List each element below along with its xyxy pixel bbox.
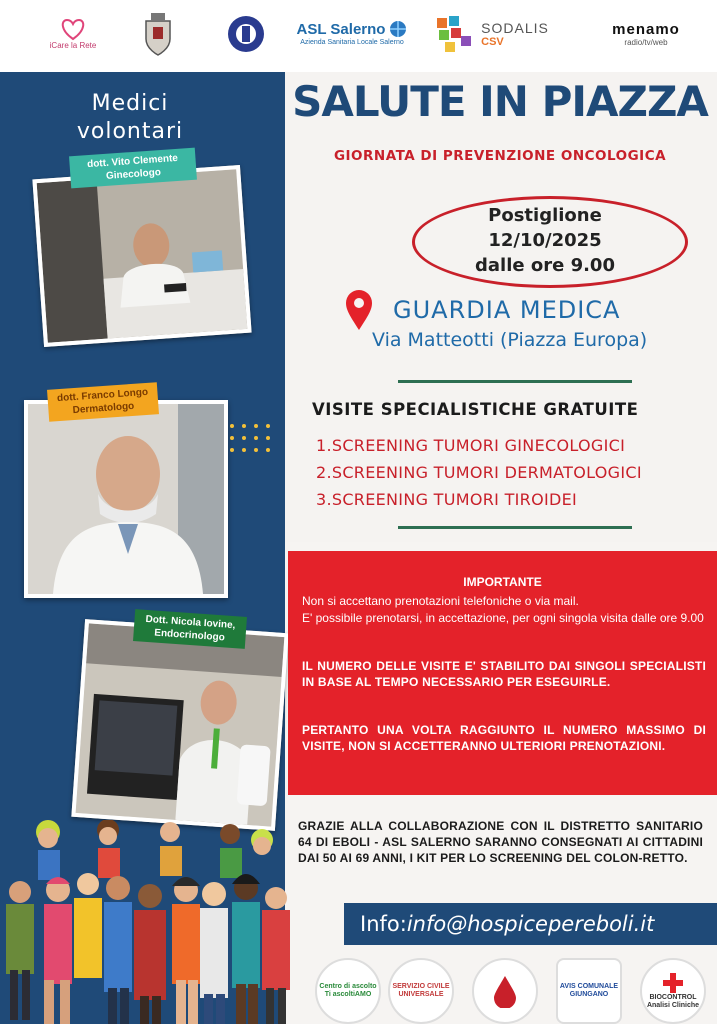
- hands-mosaic-icon: [435, 14, 475, 54]
- crowd-illustration: [0, 820, 300, 1024]
- doctor-photo-image: [76, 623, 285, 826]
- visit-item: 2.SCREENING TUMORI DERMATOLOGICI: [316, 463, 642, 482]
- visit-item: 1.SCREENING TUMORI GINECOLOGICI: [316, 436, 626, 455]
- doctor-photo-2: [24, 400, 228, 598]
- location-pin-icon: [344, 288, 374, 332]
- page-subtitle: GIORNATA DI PREVENZIONE ONCOLOGICA: [333, 148, 667, 164]
- venue-name: GUARDIA MEDICA: [393, 296, 621, 324]
- red-cross-icon: [662, 972, 684, 994]
- important-notice: [288, 551, 717, 795]
- blood-drop-icon: [490, 974, 520, 1008]
- globe-icon: [389, 20, 407, 38]
- doctor-tag-3: Dott. Nicola Iovine, Endocrinologo: [133, 609, 247, 649]
- avis-donatori-logo: [472, 958, 538, 1024]
- servizio-civile-logo: SERVIZIO CIVILE UNIVERSALE: [388, 958, 454, 1024]
- notice-text: E' possibile prenotarsi, in accettazione, per ogni singola visita dalle ore 9.00: [302, 611, 704, 625]
- doctor-photo-3: [71, 619, 288, 831]
- doctor-photo-image: [28, 404, 224, 594]
- heart-icon: [58, 17, 88, 41]
- divider: [398, 380, 632, 383]
- doctor-tag-1: dott. Vito Clemente Ginecologo: [69, 148, 197, 189]
- page-title: SALUTE IN PIAZZA: [292, 77, 708, 126]
- centro-ascolto-logo: Centro di ascolto Ti ascoltiAMO: [315, 958, 381, 1024]
- crest-icon: [141, 11, 175, 57]
- comune-crest-logo: [138, 8, 178, 60]
- email-link[interactable]: info@hospicepereboli.it: [406, 912, 655, 936]
- notice-text: PERTANTO UNA VOLTA RAGGIUNTO IL NUMERO MASSIMO DI VISITE, NON SI ACCETTERANNO ULTERIORI PRENOTAZIONI.: [302, 723, 706, 753]
- venue-address: Via Matteotti (Piazza Europa): [372, 329, 648, 351]
- decorative-dots: [226, 420, 274, 468]
- visit-item: 3.SCREENING TUMORI TIROIDEI: [316, 490, 578, 509]
- avis-giungano-logo: AVIS COMUNALE GIUNGANO: [556, 958, 622, 1024]
- menamo-logo: menamo radio/tv/web: [612, 20, 680, 47]
- visits-heading: VISITE SPECIALISTICHE GRATUITE: [312, 400, 639, 419]
- asl-salerno-logo: ASL Salerno Azienda Sanitaria Locale Salerno: [296, 8, 408, 60]
- event-date: Postiglione 12/10/2025 dalle ore 9.00: [475, 205, 615, 276]
- thanks-paragraph: GRAZIE ALLA COLLABORAZIONE CON IL DISTRETTO SANITARIO 64 DI EBOLI - ASL SALERNO SARANNO CONSEGNATI AI CITTADINI DAI 50 AI 69 ANNI, I KIT PER LO SCREENING DEL COLON-RETTO.: [298, 819, 703, 865]
- notice-text: Non si accettano prenotazioni telefoniche o via mail.: [302, 594, 579, 608]
- notice-text: IL NUMERO DELLE VISITE E' STABILITO DAI SINGOLI SPECIALISTI IN BASE AL TEMPO NECESSARIO PER ESEGUIRLE.: [302, 659, 706, 689]
- doctor-photo-1: [32, 165, 251, 347]
- circle-emblem-icon: [226, 14, 266, 54]
- biocontrol-logo: BIOCONTROL Analisi Cliniche: [640, 958, 706, 1024]
- association-logo: [224, 8, 268, 60]
- contact-info: Info:info@hospicepereboli.it: [360, 912, 655, 936]
- doctor-photo-image: [37, 169, 248, 343]
- sodalis-csv-logo: SODALIS CSV: [432, 8, 552, 60]
- important-heading: IMPORTANTE: [463, 575, 542, 589]
- doctor-tag-2: dott. Franco Longo Dermatologo: [47, 382, 159, 422]
- volunteer-doctors-heading: Medici volontari: [76, 91, 184, 144]
- divider: [398, 526, 632, 529]
- icare-la-rete-logo: iCare la Rete: [48, 8, 98, 60]
